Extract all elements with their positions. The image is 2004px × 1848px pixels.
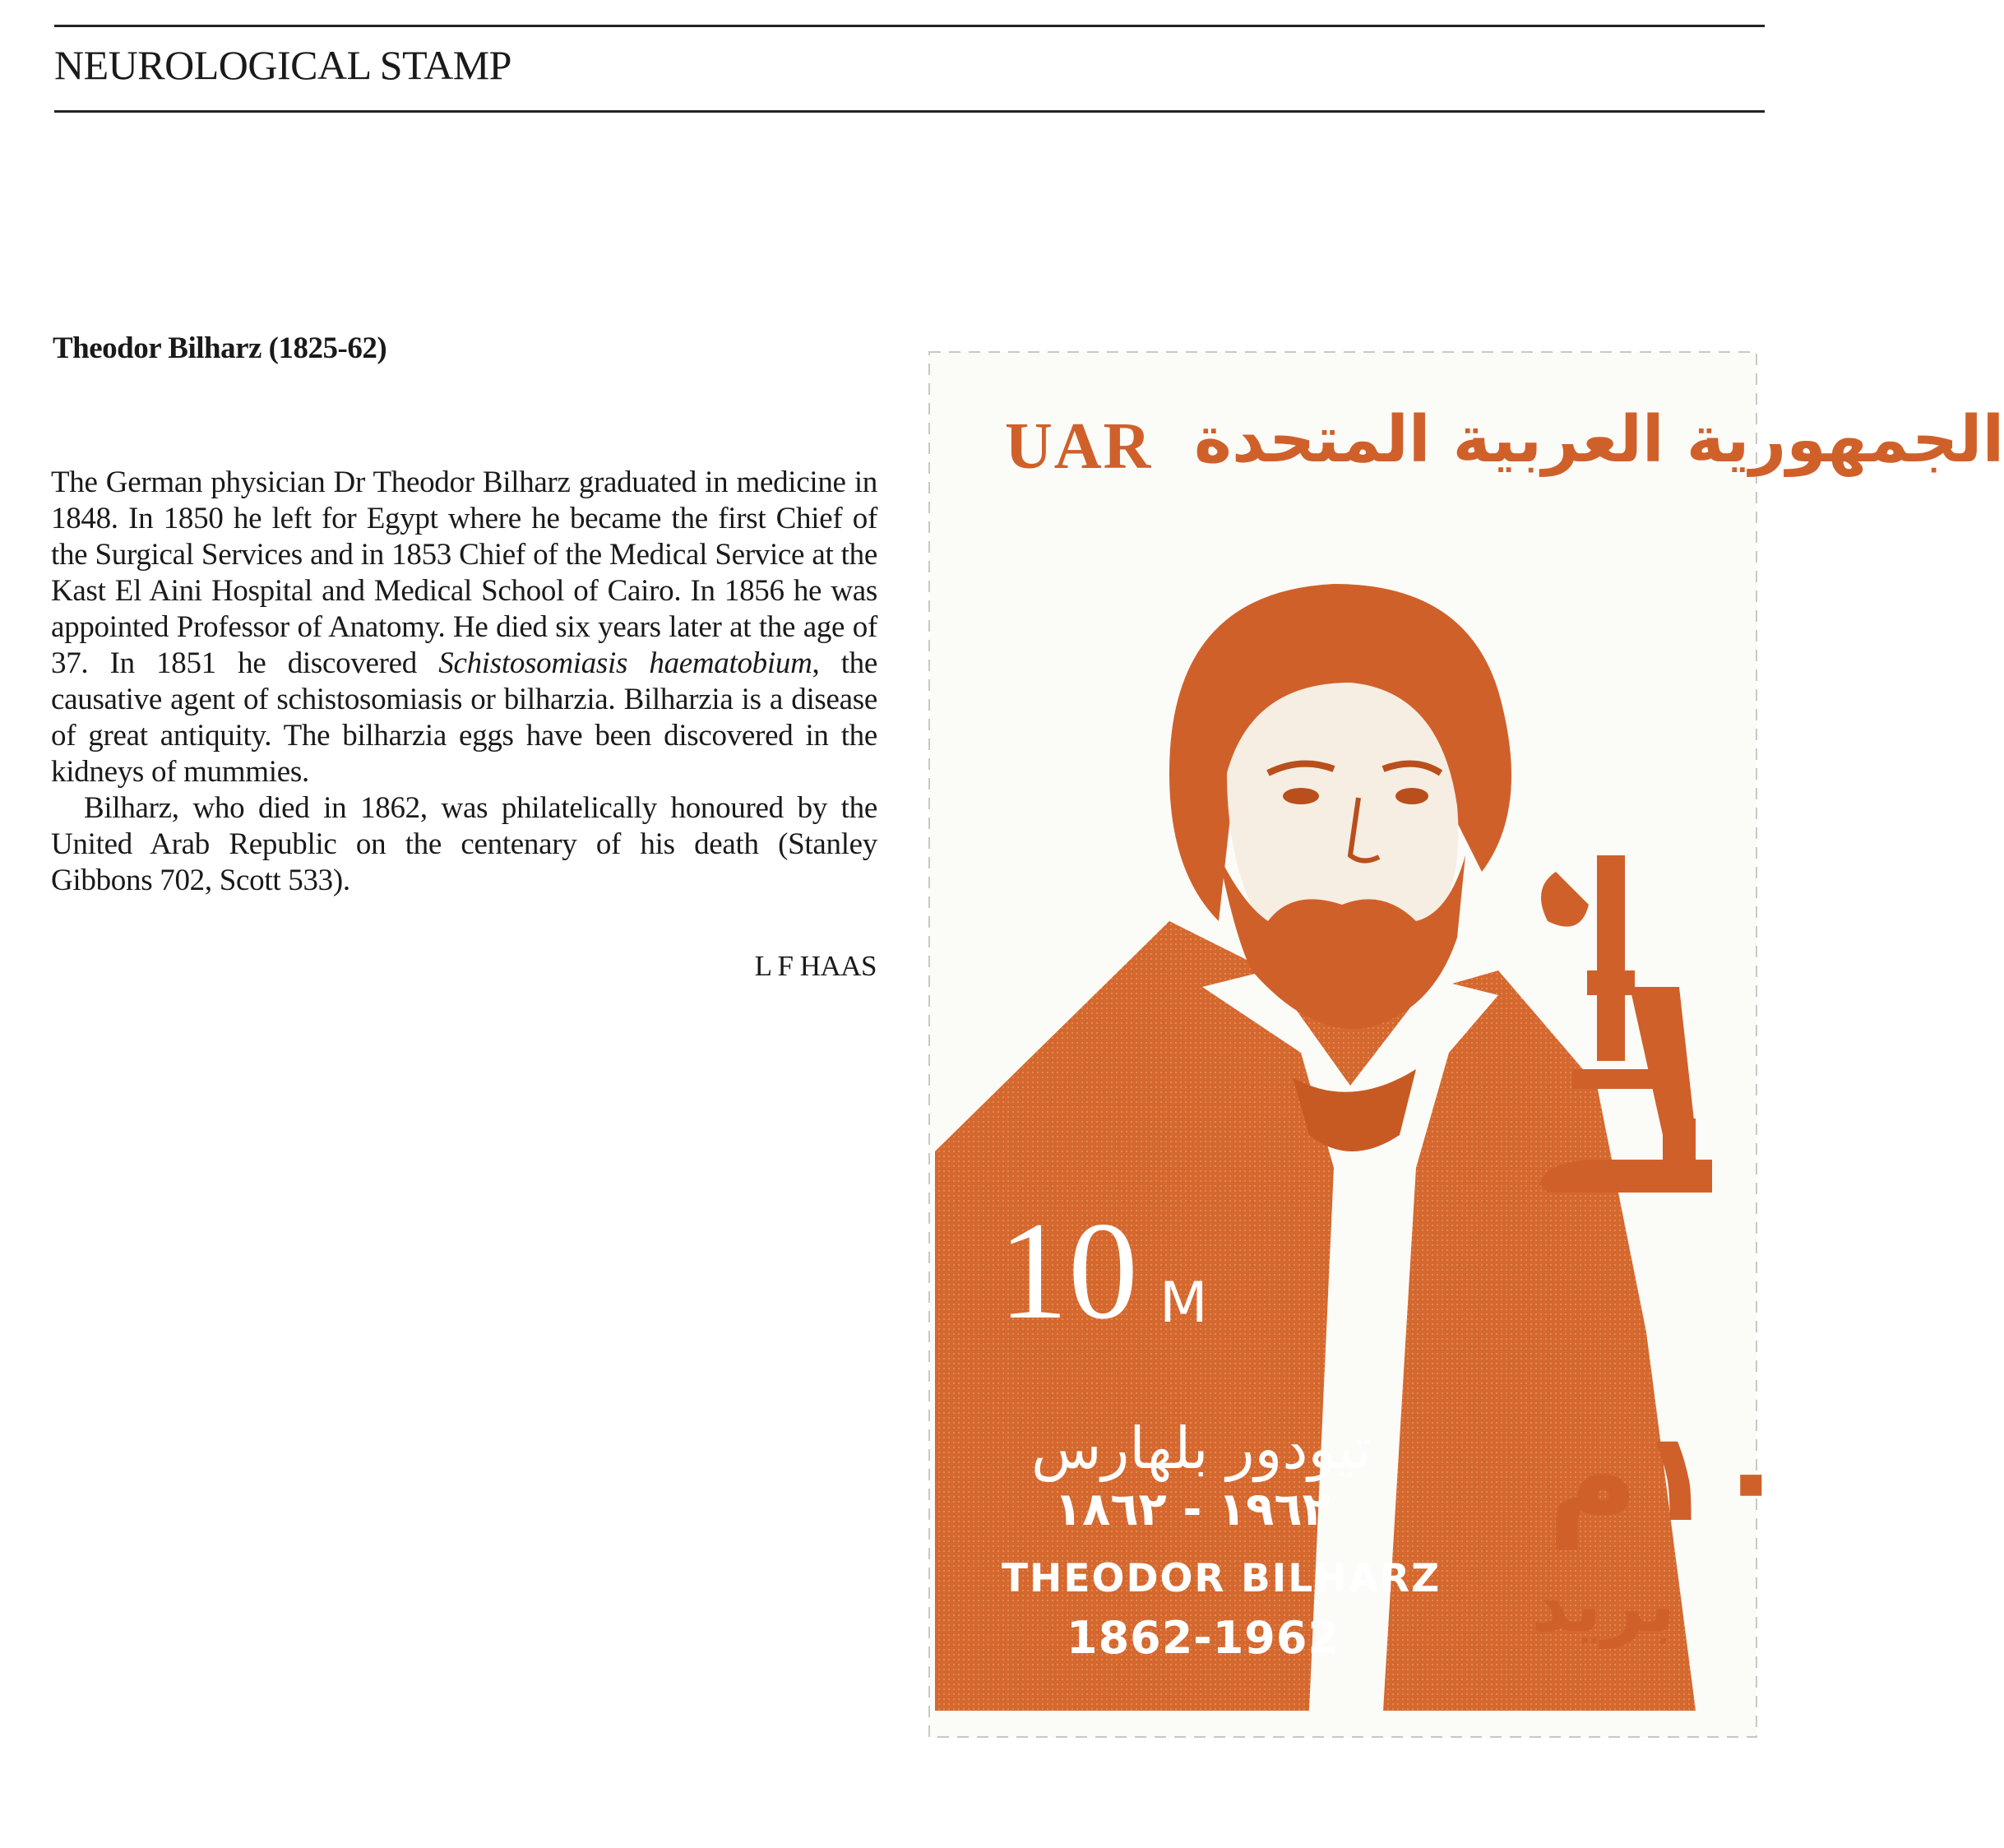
stamp-value-arabic: ١٠م — [1548, 1406, 1789, 1549]
article-paragraph-2: Bilharz, who died in 1862, was philatelically honoured by the United Arab Republic on the centenary of his death (Stanley Gibbons 702, Scott 533). — [51, 791, 877, 897]
paragraph-1-text-end: , the causative agent of schistosomiasis or bilharzia. Bilharzia is a disease of great antiquity. The bilharzia eggs have been discovered in the kidneys of mummies. — [51, 646, 878, 789]
paragraph-1-text-start: The German physician Dr Theodor Bilharz graduated in medicine in 1848. In 1850 he left for Egypt where he became the first Chief of the Surgical Services and in 1853 Chief of the Medical Service at the Kast El Aini Hospital and Medical School of Cairo. In 1856 he was appointed Professor of Anatomy. He died six years later at the age of 37. In 1851 he discovered — [51, 465, 877, 680]
stamp-years-arabic: ١٩٦٢ - ١٨٦٢ — [1054, 1483, 1331, 1536]
postage-stamp — [923, 345, 2004, 1744]
stamp-value-unit: M — [1159, 1271, 1208, 1336]
stamp-name-arabic: تيودور بلهارس — [1031, 1415, 1372, 1482]
author-byline: L F HAAS — [754, 950, 877, 982]
portrait-face — [1227, 683, 1458, 938]
top-rule — [54, 25, 1765, 27]
paragraph-1-species-name: Schistosomiasis haematobium — [438, 646, 812, 680]
section-heading: NEUROLOGICAL STAMP — [54, 42, 511, 88]
article-title: Theodor Bilharz (1825-62) — [53, 331, 387, 365]
header-rule — [54, 110, 1765, 113]
stamp-country: UAR — [1005, 410, 1153, 483]
article-body — [51, 465, 877, 899]
stamp-face-value: 10 — [998, 1193, 1138, 1348]
stamp-country-arabic: الجمهورية العربية المتحدة — [1194, 403, 2004, 477]
stamp-name-latin: THEODOR BILHARZ — [1002, 1556, 1442, 1601]
article-paragraph-1 — [51, 465, 877, 790]
stamp-years-latin: 1862-1962 — [1067, 1612, 1340, 1664]
stamp-post-arabic: بريد — [1531, 1563, 1676, 1649]
